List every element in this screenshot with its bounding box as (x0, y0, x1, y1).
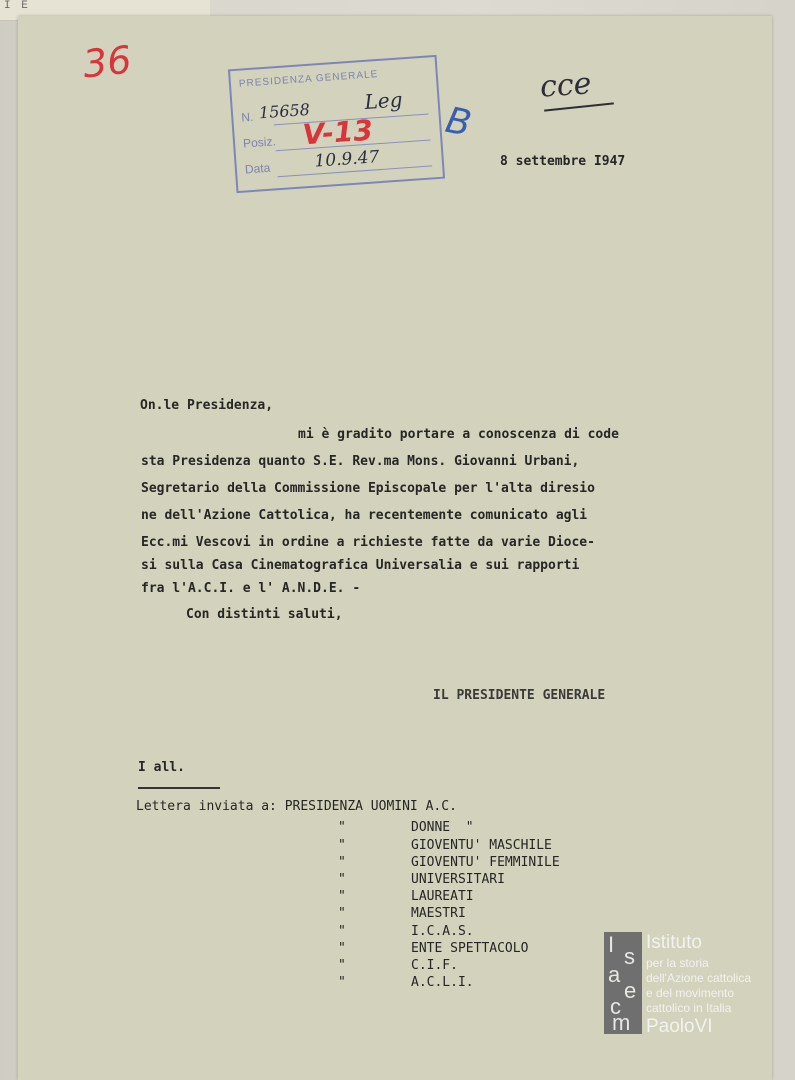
ditto-mark: " (338, 872, 346, 887)
logo-letter: a (608, 962, 621, 987)
archive-watermark-logo (604, 932, 774, 1042)
logo-text-line: Istituto (646, 932, 702, 953)
logo-letter: e (624, 978, 637, 1003)
logo-letter: I (608, 932, 615, 957)
recipient-item: I.C.A.S. (411, 924, 474, 939)
recipient-item: GIOVENTU' MASCHILE (411, 838, 552, 853)
logo-letter: c (610, 994, 621, 1019)
recipient-item: DONNE " (411, 820, 474, 835)
edge-scrap-text: I E (4, 0, 30, 12)
body-line: mi è gradito portare a conoscenza di code (298, 427, 619, 442)
signature-title: IL PRESIDENTE GENERALE (433, 688, 606, 703)
body-line: Segretario della Commissione Episcopale per l'alta diresio (141, 481, 595, 496)
ditto-mark: " (338, 906, 346, 921)
recipient-item: A.C.L.I. (411, 975, 474, 990)
ditto-mark: " (338, 941, 346, 956)
stamp-data-label: Data (244, 160, 271, 177)
logo-text-line: dell'Azione cattolica (646, 971, 752, 985)
stamp-title: PRESIDENZA GENERALE (238, 68, 379, 90)
body-line: ne dell'Azione Cattolica, ha recentemente comunicato agli (141, 508, 588, 523)
body-line: sta Presidenza quanto S.E. Rev.ma Mons. Giovanni Urbani, (141, 454, 580, 469)
recipient-item: GIOVENTU' FEMMINILE (411, 855, 560, 870)
stamp-posiz-label: Posiz. (242, 134, 277, 151)
handwritten-code: cce (538, 66, 593, 105)
recipient-item: MAESTRI (411, 906, 466, 921)
logo-text-line: cattolico in Italia (646, 1001, 732, 1015)
body-line: si sulla Casa Cinematografica Universalia e sui rapporti (141, 558, 580, 573)
blue-pencil-mark: B (442, 99, 475, 146)
stamp-data-value: 10.9.47 (313, 147, 381, 172)
ditto-mark: " (338, 820, 346, 835)
closing: Con distinti saluti, (186, 607, 343, 622)
pencil-page-number: 36 (80, 37, 134, 87)
recipient-item: UNIVERSITARI (411, 872, 505, 887)
registry-stamp (228, 55, 445, 193)
ditto-mark: " (338, 975, 346, 990)
logo-monogram (604, 932, 642, 1034)
logo-text-line: e del movimento (646, 986, 735, 1000)
ditto-mark: " (338, 838, 346, 853)
stamp-extra-handwriting: Leg (363, 87, 404, 114)
recipient-item: ENTE SPETTACOLO (411, 941, 529, 956)
logo-text-line: PaoloVI (646, 1016, 713, 1037)
stamp-posiz-value: V-13 (301, 113, 374, 152)
enclosure-note: I all. (138, 760, 185, 775)
salutation: On.le Presidenza, (140, 398, 274, 413)
logo-letter: m (612, 1010, 631, 1035)
ditto-mark: " (338, 855, 346, 870)
recipient-item: LAUREATI (411, 889, 474, 904)
body-line: fra l'A.C.I. e l' A.N.D.E. - (141, 581, 361, 596)
logo-text-line: per la storia (646, 956, 709, 970)
enclosure-rule (138, 787, 220, 789)
ditto-mark: " (338, 958, 346, 973)
recipient-item: C.I.F. (411, 958, 458, 973)
logo-letter: s (624, 944, 635, 969)
stamp-number-label: N. (240, 109, 254, 125)
letter-date: 8 settembre I947 (500, 154, 626, 169)
distribution-intro: Lettera inviata a: PRESIDENZA UOMINI A.C. (136, 799, 457, 814)
ditto-mark: " (338, 924, 346, 939)
ditto-mark: " (338, 889, 346, 904)
body-line: Ecc.mi Vescovi in ordine a richieste fatte da varie Dioce- (141, 535, 595, 550)
stamp-number-value: 15658 (258, 99, 311, 123)
